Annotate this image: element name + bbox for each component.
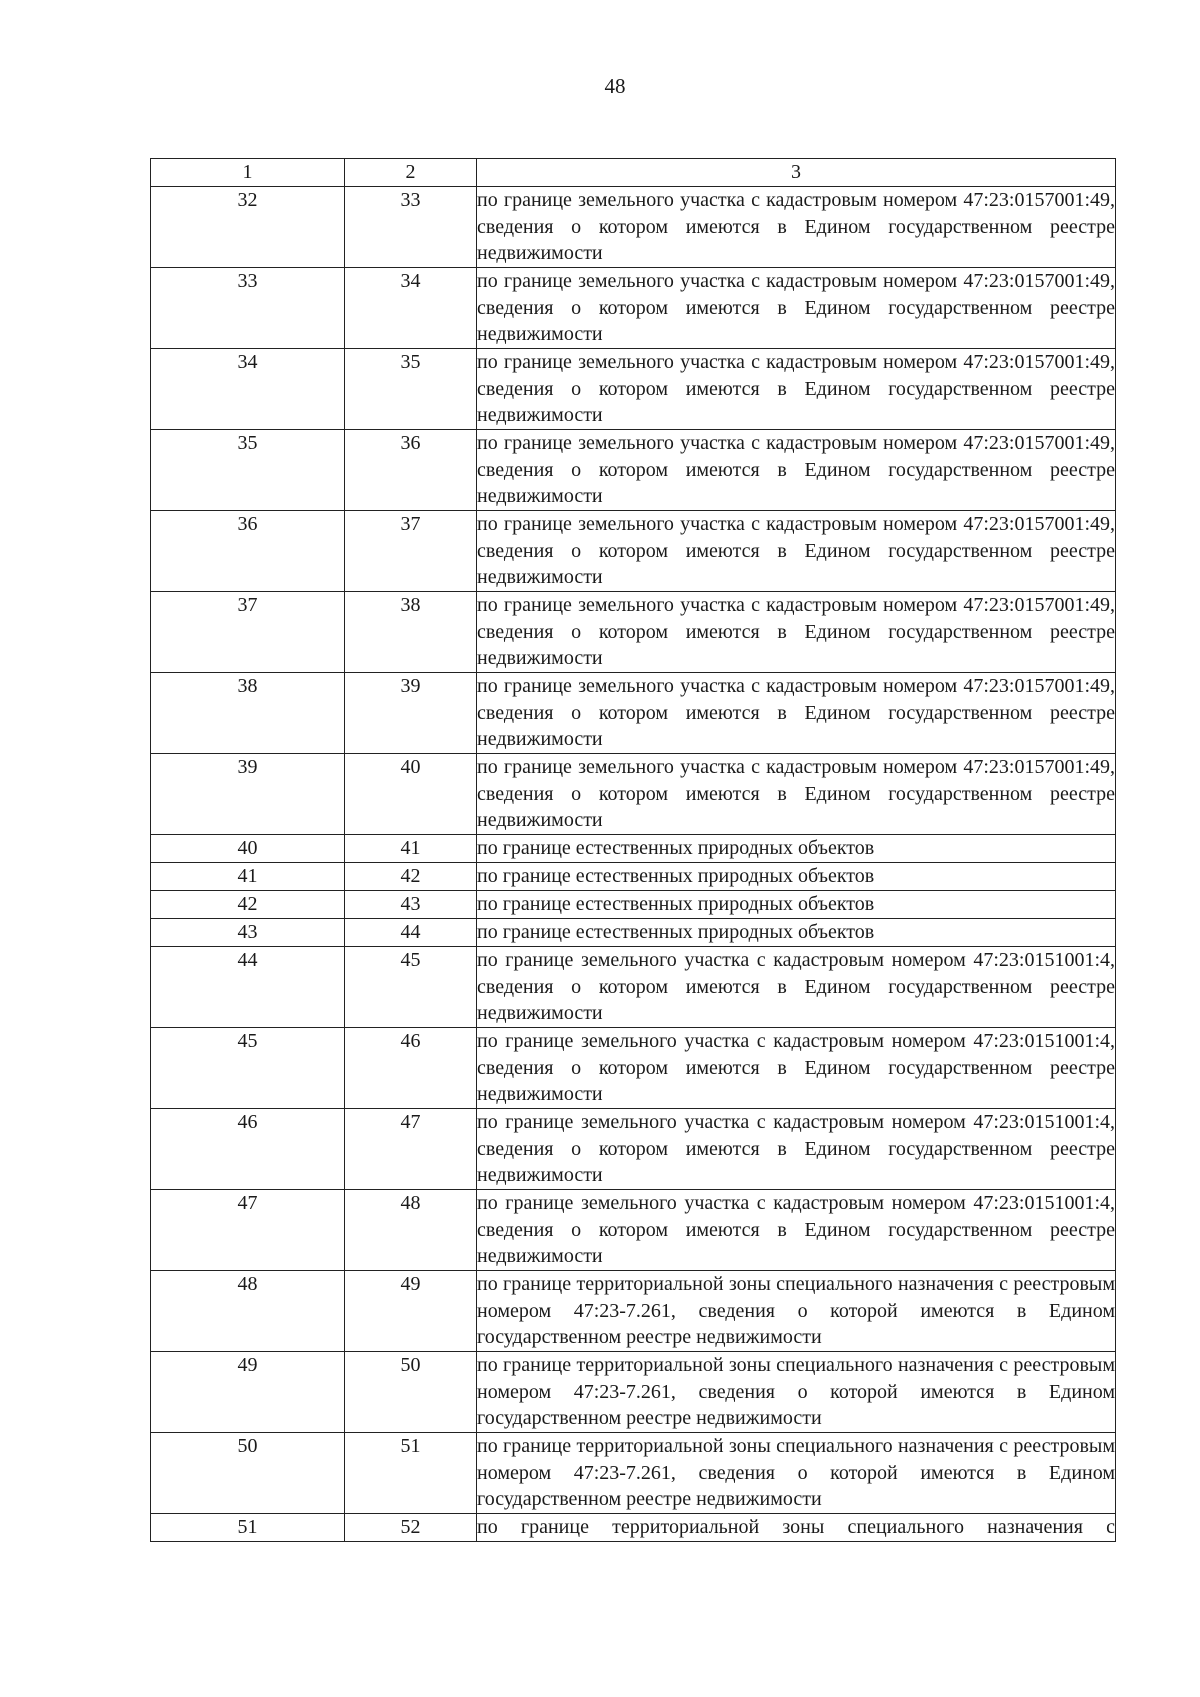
- point-to: 41: [345, 835, 477, 863]
- point-to: 47: [345, 1109, 477, 1190]
- point-from: 47: [151, 1190, 345, 1271]
- point-to: 51: [345, 1433, 477, 1514]
- table-row: [151, 1271, 1116, 1352]
- table-row: [151, 1514, 1116, 1542]
- boundary-description: по границе естественных природных объектов: [477, 919, 1116, 947]
- point-to: 52: [345, 1514, 477, 1542]
- header-col-1: 1: [151, 159, 345, 187]
- point-from: 45: [151, 1028, 345, 1109]
- table-row: [151, 1109, 1116, 1190]
- point-to: 44: [345, 919, 477, 947]
- point-from: 35: [151, 430, 345, 511]
- point-to: 38: [345, 592, 477, 673]
- point-to: 43: [345, 891, 477, 919]
- point-from: 48: [151, 1271, 345, 1352]
- table-row: [151, 863, 1116, 891]
- point-to: 36: [345, 430, 477, 511]
- point-to: 34: [345, 268, 477, 349]
- boundary-description: по границе земельного участка с кадастровым номером 47:23:0157001:49, сведения о котором имеются в Едином государственном реестре недвижимости: [477, 511, 1116, 592]
- point-from: 44: [151, 947, 345, 1028]
- point-to: 46: [345, 1028, 477, 1109]
- table-row: [151, 430, 1116, 511]
- header-col-2: 2: [345, 159, 477, 187]
- point-from: 51: [151, 1514, 345, 1542]
- point-to: 45: [345, 947, 477, 1028]
- boundary-description: по границе земельного участка с кадастровым номером 47:23:0157001:49, сведения о котором имеются в Едином государственном реестре недвижимости: [477, 430, 1116, 511]
- point-to: 33: [345, 187, 477, 268]
- boundary-description: по границе территориальной зоны специального назначения с: [477, 1514, 1116, 1542]
- boundary-description: по границе земельного участка с кадастровым номером 47:23:0157001:49, сведения о котором имеются в Едином государственном реестре недвижимости: [477, 187, 1116, 268]
- boundary-description: по границе земельного участка с кадастровым номером 47:23:0157001:49, сведения о котором имеются в Едином государственном реестре недвижимости: [477, 673, 1116, 754]
- point-from: 41: [151, 863, 345, 891]
- point-from: 34: [151, 349, 345, 430]
- table-row: [151, 1352, 1116, 1433]
- point-to: 48: [345, 1190, 477, 1271]
- table-row: [151, 891, 1116, 919]
- table-row: [151, 592, 1116, 673]
- point-to: 39: [345, 673, 477, 754]
- page-number: 48: [604, 74, 626, 98]
- table-row: [151, 919, 1116, 947]
- table-row: [151, 835, 1116, 863]
- table-row: [151, 1433, 1116, 1514]
- boundary-table: [150, 158, 1116, 1542]
- table-row: [151, 268, 1116, 349]
- point-from: 49: [151, 1352, 345, 1433]
- point-from: 37: [151, 592, 345, 673]
- point-to: 35: [345, 349, 477, 430]
- point-from: 33: [151, 268, 345, 349]
- table-row: [151, 511, 1116, 592]
- point-from: 38: [151, 673, 345, 754]
- point-to: 37: [345, 511, 477, 592]
- table-row: [151, 673, 1116, 754]
- table-row: [151, 1028, 1116, 1109]
- point-from: 39: [151, 754, 345, 835]
- boundary-description: по границе земельного участка с кадастровым номером 47:23:0151001:4, сведения о котором имеются в Едином государственном реестре недвижимости: [477, 1028, 1116, 1109]
- boundary-description: по границе естественных природных объектов: [477, 863, 1116, 891]
- point-from: 42: [151, 891, 345, 919]
- boundary-description: по границе земельного участка с кадастровым номером 47:23:0151001:4, сведения о котором имеются в Едином государственном реестре недвижимости: [477, 1109, 1116, 1190]
- boundary-description: по границе территориальной зоны специального назначения с реестровым номером 47:23-7.261, сведения о которой имеются в Едином государственном реестре недвижимости: [477, 1433, 1116, 1514]
- boundary-description: по границе земельного участка с кадастровым номером 47:23:0157001:49, сведения о котором имеются в Едином государственном реестре недвижимости: [477, 754, 1116, 835]
- boundary-description: по границе территориальной зоны специального назначения с реестровым номером 47:23-7.261, сведения о которой имеются в Едином государственном реестре недвижимости: [477, 1352, 1116, 1433]
- table-row: [151, 1190, 1116, 1271]
- point-to: 40: [345, 754, 477, 835]
- point-to: 49: [345, 1271, 477, 1352]
- boundary-description: по границе земельного участка с кадастровым номером 47:23:0151001:4, сведения о котором имеются в Едином государственном реестре недвижимости: [477, 1190, 1116, 1271]
- table-row: [151, 349, 1116, 430]
- point-to: 42: [345, 863, 477, 891]
- boundary-description: по границе территориальной зоны специального назначения с реестровым номером 47:23-7.261, сведения о которой имеются в Едином государственном реестре недвижимости: [477, 1271, 1116, 1352]
- table-row: [151, 754, 1116, 835]
- boundary-description: по границе земельного участка с кадастровым номером 47:23:0157001:49, сведения о котором имеются в Едином государственном реестре недвижимости: [477, 268, 1116, 349]
- point-to: 50: [345, 1352, 477, 1433]
- table-row: [151, 187, 1116, 268]
- table-row: [151, 947, 1116, 1028]
- point-from: 50: [151, 1433, 345, 1514]
- point-from: 36: [151, 511, 345, 592]
- point-from: 32: [151, 187, 345, 268]
- boundary-description: по границе естественных природных объектов: [477, 835, 1116, 863]
- point-from: 40: [151, 835, 345, 863]
- point-from: 46: [151, 1109, 345, 1190]
- table-header-row: [151, 159, 1116, 187]
- boundary-description: по границе земельного участка с кадастровым номером 47:23:0151001:4, сведения о котором имеются в Едином государственном реестре недвижимости: [477, 947, 1116, 1028]
- header-col-3: 3: [477, 159, 1116, 187]
- point-from: 43: [151, 919, 345, 947]
- boundary-description: по границе земельного участка с кадастровым номером 47:23:0157001:49, сведения о котором имеются в Едином государственном реестре недвижимости: [477, 349, 1116, 430]
- boundary-description: по границе естественных природных объектов: [477, 891, 1116, 919]
- boundary-description: по границе земельного участка с кадастровым номером 47:23:0157001:49, сведения о котором имеются в Едином государственном реестре недвижимости: [477, 592, 1116, 673]
